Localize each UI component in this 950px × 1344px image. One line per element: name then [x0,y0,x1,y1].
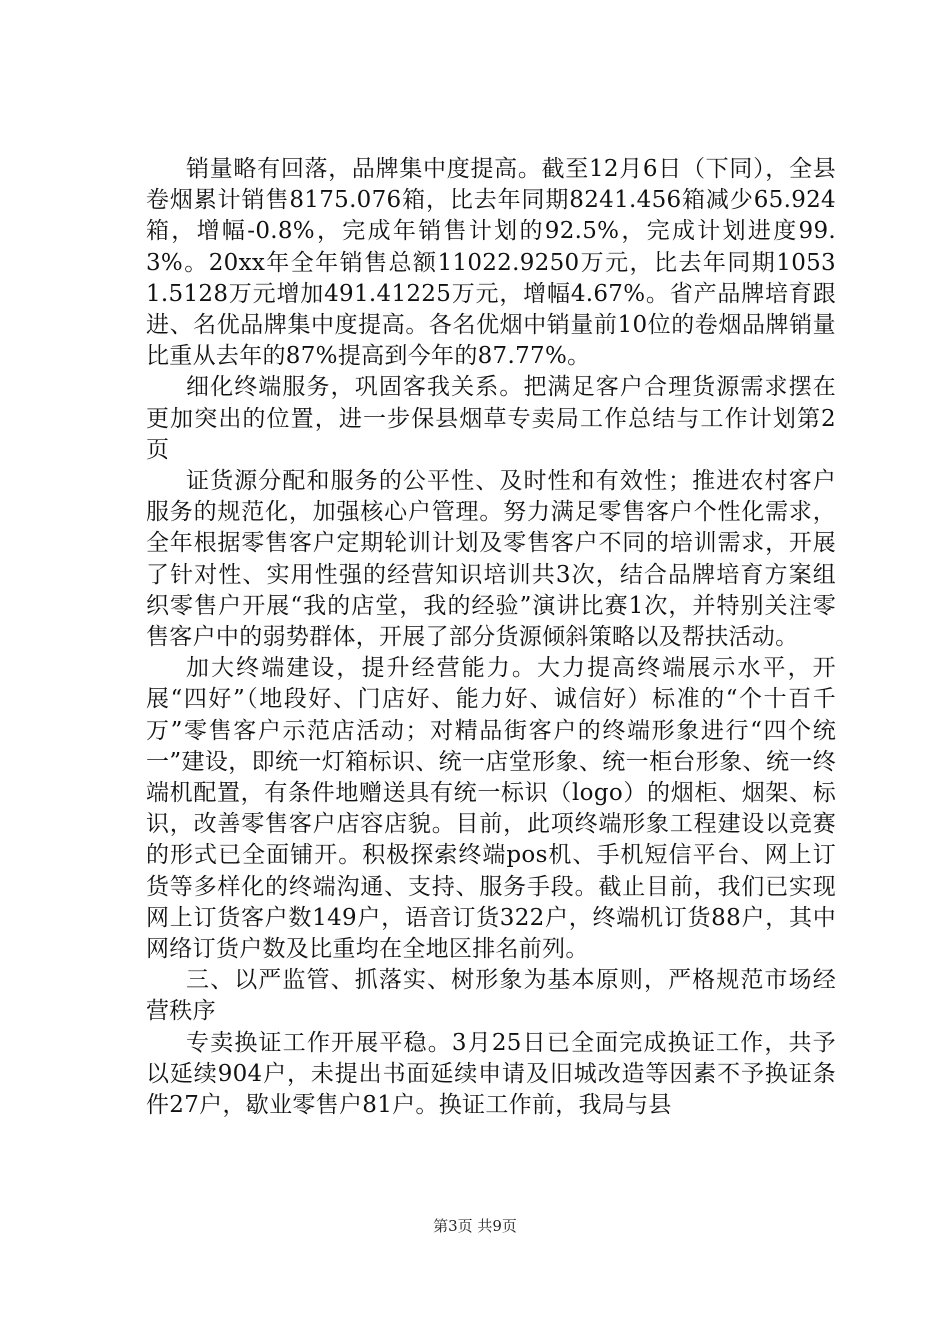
document-body [146,154,836,1121]
paragraph-sales-summary: 销量略有回落，品牌集中度提高。截至12月6日（下同），全县卷烟累计销售8175.076箱，比去年同期8241.456箱减少65.924箱，增幅-0.8%，完成年销售计划的92.5%，完成计划进度99.3%。20xx年全年销售总额11022.9250万元，比去年同期10531.5128万元增加491.41225万元，增幅4.67%。省产品牌培育跟进、名优品牌集中度提高。各名优烟中销量前10位的卷烟品牌销量比重从去年的87%提高到今年的87.77%。 [146,156,836,370]
paragraph-supply-fairness: 证货源分配和服务的公平性、及时性和有效性；推进农村客户服务的规范化，加强核心户管理。努力满足零售客户个性化需求，全年根据零售客户定期轮训计划及零售客户不同的培训需求，开展了针对性、实用性强的经营知识培训共3次，结合品牌培育方案组织零售户开展“我的店堂，我的经验”演讲比赛1次，并特别关注零售客户中的弱势群体，开展了部分货源倾斜策略以及帮扶活动。 [146,468,836,651]
paragraph-terminal-construction: 加大终端建设，提升经营能力。大力提高终端展示水平，开展“四好”（地段好、门店好、能力好、诚信好）标准的“个十百千万”零售客户示范店活动；对精品街客户的终端形象进行“四个统一”建设，即统一灯箱标识、统一店堂形象、统一柜台形象、统一终端机配置，有条件地赠送具有统一标识（logo）的烟柜、烟架、标识，改善零售客户店容店貌。目前，此项终端形象工程建设以竞赛的形式已全面铺开。积极探索终端pos机、手机短信平台、网上订货等多样化的终端沟通、支持、服务手段。截止目前，我们已实现网上订货客户数149户，语音订货322户，终端机订货88户，其中网络订货户数及比重均在全地区排名前列。 [146,655,836,963]
paragraph-terminal-service: 细化终端服务，巩固客我关系。把满足客户合理货源需求摆在更加突出的位置，进一步保县烟草专卖局工作总结与工作计划第2页 [146,374,836,463]
section-heading-market-order: 三、以严监管、抓落实、树形象为基本原则，严格规范市场经营秩序 [146,967,836,1025]
page-footer: 第3页 共9页 [433,1217,517,1235]
paragraph-license-renewal: 专卖换证工作开展平稳。3月25日已全面完成换证工作，共予以延续904户，未提出书面延续申请及旧城改造等因素不予换证条件27户，歇业零售户81户。换证工作前，我局与县 [146,1029,836,1119]
